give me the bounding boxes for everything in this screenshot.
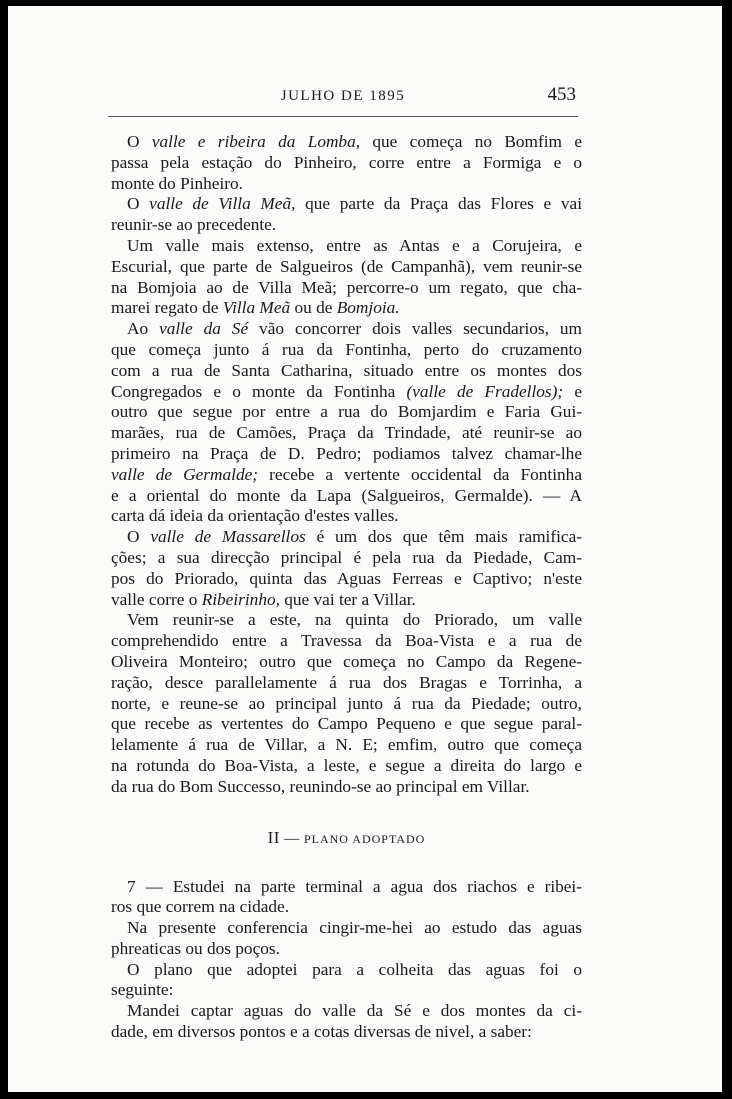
book-page — [8, 6, 722, 1092]
section-dash: — — [279, 830, 304, 847]
italic-term: valle de Massarellos — [150, 527, 306, 547]
text-line: Vem reunir-se a este, na quinta do Priorado, um valle — [127, 610, 582, 630]
text-line: pos do Priorado, quinta das Aguas Ferreas e Captivo; n'este — [111, 568, 582, 588]
text-line: Ao valle da Sé vão concorrer dois valles secundarios, um — [127, 319, 582, 339]
text-line: que começa junto á rua da Fontinha, perto do cruzamento — [111, 339, 582, 359]
text-line: marei regato de Villa Meã ou de Bomjoia. — [111, 298, 400, 318]
text-line: primeiro na Praça de D. Pedro; podiamos talvez chamar-lhe — [111, 443, 582, 463]
text-line: 7 — Estudei na parte terminal a agua dos riachos e ribei- — [127, 876, 582, 896]
text-line: Oliveira Monteiro; outro que começa no Campo da Regene- — [111, 651, 582, 671]
text-line: Congregados e o monte da Fontinha (valle de Fradellos); e — [111, 381, 582, 401]
text-line: O plano que adoptei para a colheita das aguas foi o — [127, 959, 582, 979]
text-line: na rotunda do Boa-Vista, a leste, e segue a direita do largo e — [111, 755, 582, 775]
italic-term: Ribeirinho, — [201, 589, 280, 609]
text-line: outro que segue por entre a rua do Bomjardim e Faria Gui- — [111, 402, 582, 422]
text-line: ros que correm na cidade. — [111, 897, 290, 917]
text-line: O valle de Massarellos é um dos que têm mais ramifica- — [127, 527, 583, 547]
body-text — [111, 132, 582, 1043]
text-line: Escurial, que parte de Salgueiros (de Campanhã), vem reunir-se — [111, 256, 582, 276]
text-line: reunir-se ao precedente. — [111, 215, 277, 235]
text-line: com a rua de Santa Catharina, situado entre os montes dos — [111, 360, 582, 380]
page-number: 453 — [547, 84, 576, 105]
text-line: Na presente conferencia cingir-me-hei ao estudo das aguas — [127, 918, 582, 938]
text-line: e a oriental do monte da Lapa (Salgueiros, Germalde). — A — [111, 485, 582, 505]
text-line: monte do Pinheiro. — [111, 173, 243, 193]
italic-term: valle da Sé — [159, 319, 249, 339]
text-line: na Bomjoia ao de Villa Meã; percorre-o um regato, que cha- — [111, 277, 582, 297]
italic-term: Villa Meã — [222, 298, 291, 318]
section-valleys — [111, 132, 582, 798]
section-numeral: II — [267, 827, 280, 847]
text-line: comprehendido entre a Travessa da Boa-Vista e a rua de — [111, 631, 582, 651]
text-line: seguinte: — [111, 980, 174, 1000]
text-line: ração, desce parallelamente á rua dos Bragas e Torrinha, a — [111, 672, 582, 692]
section-plan — [111, 877, 582, 1043]
text-line: valle de Germalde; recebe a vertente occidental da Fontinha — [111, 464, 582, 484]
italic-term: valle de Villa Meã, — [149, 194, 296, 214]
text-line: carta dá ideia da orientação d'estes valles. — [111, 506, 399, 526]
text-line: Um valle mais extenso, entre as Antas e a Corujeira, e — [127, 235, 582, 255]
text-line: valle corre o Ribeirinho, que vai ter a Villar. — [111, 589, 416, 609]
text-line: O valle de Villa Meã, que parte da Praça das Flores e vai — [127, 194, 582, 214]
text-line: O valle e ribeira da Lomba, que começa no Bomfim e — [127, 132, 582, 151]
text-line: marães, rua de Camões, Praça da Trindade, até reunir-se ao — [111, 423, 582, 443]
italic-term: Bomjoia. — [336, 298, 400, 318]
italic-term: valle de Germalde; — [111, 464, 259, 484]
italic-term: (valle de Fradellos); — [406, 381, 564, 401]
section-title: PLANO ADOPTADO — [303, 831, 426, 846]
header-rule — [108, 116, 578, 117]
page-header — [108, 82, 578, 114]
text-line: phreaticas ou dos poços. — [111, 938, 280, 958]
italic-term: valle e ribeira da Lomba, — [151, 132, 361, 151]
text-line: norte, e reune-se ao principal junto á rua da Piedade; outro, — [111, 693, 582, 713]
text-line: lelamente á rua de Villar, a N. E; emfim, outro que começa — [111, 735, 582, 755]
text-line: ções; a sua direcção principal é pela rua da Piedade, Cam- — [111, 547, 582, 567]
text-line: passa pela estação do Pinheiro, corre entre a Formiga e o — [111, 152, 582, 172]
text-line: que recebe as vertentes do Campo Pequeno e que segue paral- — [111, 714, 582, 734]
running-title: JULHO DE 1895 — [280, 88, 406, 104]
section-heading — [111, 827, 582, 849]
text-line: dade, em diversos pontos e a cotas diversas de nivel, a saber: — [111, 1022, 532, 1042]
text-line: Mandei captar aguas do valle da Sé e dos montes da ci- — [127, 1001, 582, 1021]
text-line: da rua do Bom Successo, reunindo-se ao principal em Villar. — [111, 776, 530, 796]
